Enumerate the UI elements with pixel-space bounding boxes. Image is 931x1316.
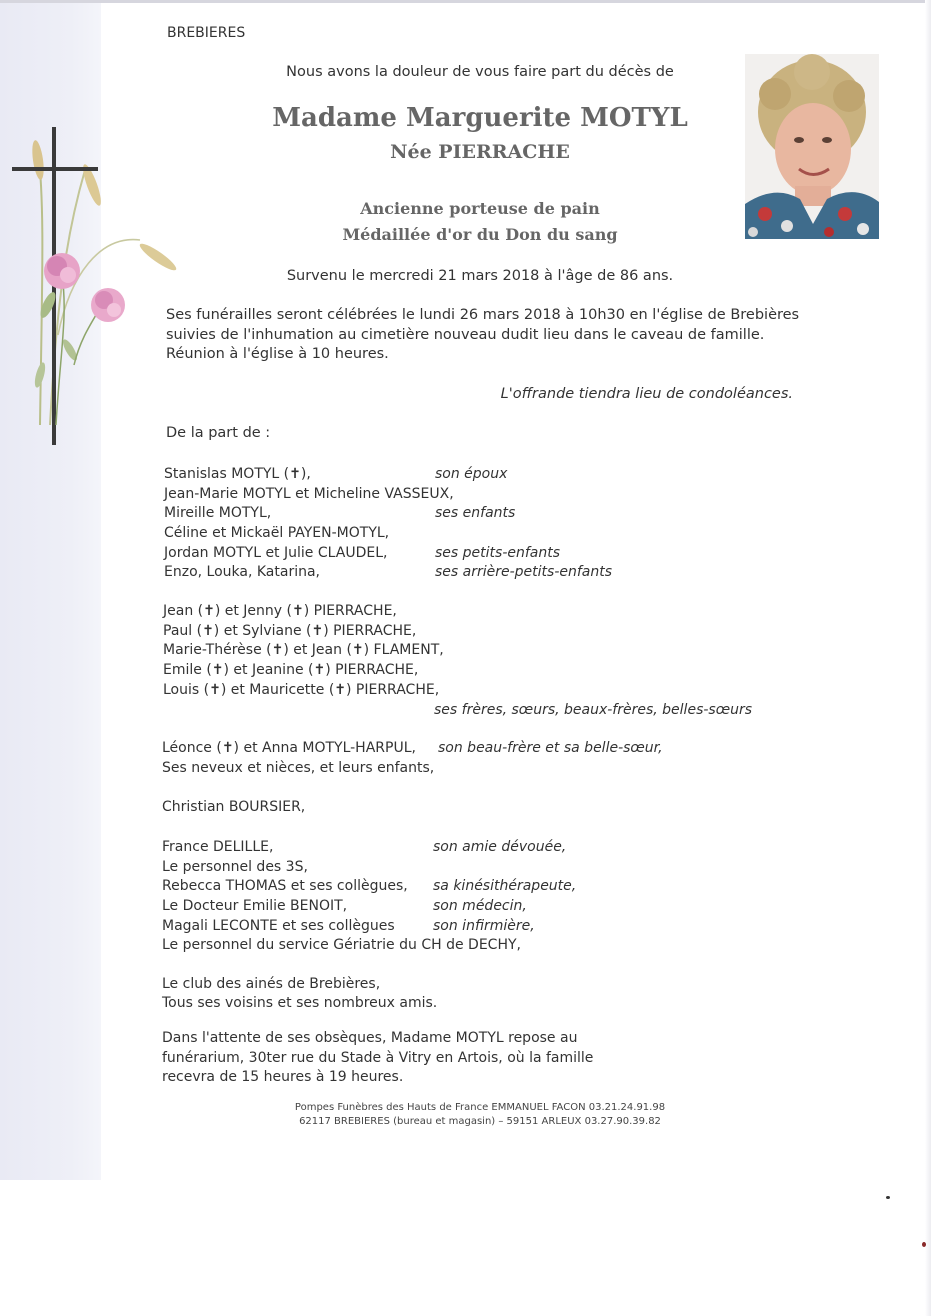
family-name: Enzo, Louka, Katarina, — [164, 564, 320, 580]
family-name: Jean-Marie MOTYL et Micheline VASSEUX, — [164, 486, 454, 502]
funeral-line-1: Ses funérailles seront célébrées le lundi 26 mars 2018 à 10h30 en l'église de Brebières — [166, 307, 800, 323]
family-relation: son époux — [435, 466, 508, 482]
siblings-relation: ses frères, sœurs, beaux-frères, belles-sœurs — [434, 702, 753, 718]
footer-line-1: Pompes Funèbres des Hauts de France EMMANUEL FACON 03.21.24.91.98 — [294, 1102, 666, 1113]
family-relation: ses enfants — [435, 505, 516, 521]
friend-line: Christian BOURSIER, — [162, 799, 306, 815]
deceased-name: Madame Marguerite MOTYL — [272, 103, 688, 133]
footer-line-2: 62117 BREBIERES (bureau et magasin) – 59151 ARLEUX 03.27.90.39.82 — [299, 1116, 661, 1127]
nephews-line: Ses neveux et nièces, et leurs enfants, — [162, 760, 435, 776]
intro-line: Nous avons la douleur de vous faire part du décès de — [286, 64, 674, 80]
care-name: Le personnel des 3S, — [162, 859, 308, 875]
sibling-line: Louis (✝) et Mauricette (✝) PIERRACHE, — [163, 682, 440, 698]
family-relation: ses petits-enfants — [435, 545, 561, 561]
maiden-name: Née PIERRACHE — [390, 141, 570, 163]
rest-line-2: funérarium, 30ter rue du Stade à Vitry en Artois, où la famille — [162, 1050, 594, 1066]
care-relation: son infirmière, — [433, 918, 535, 934]
title-line-1: Ancienne porteuse de pain — [360, 199, 600, 218]
family-relation: ses arrière-petits-enfants — [435, 564, 613, 580]
care-name: Le personnel du service Gériatrie du CH de DECHY, — [162, 937, 521, 953]
portrait-photo — [745, 54, 879, 239]
care-relation: sa kinésithérapeute, — [433, 878, 577, 894]
care-name: Le Docteur Emilie BENOIT, — [162, 898, 348, 914]
scan-speck — [886, 1196, 890, 1199]
rest-line-3: recevra de 15 heures à 19 heures. — [162, 1069, 404, 1085]
in-law-relation: son beau-frère et sa belle-sœur, — [438, 740, 663, 756]
family-name: Stanislas MOTYL (✝), — [164, 466, 311, 482]
funeral-line-2: suivies de l'inhumation au cimetière nouveau dudit lieu dans le caveau de famille. — [166, 327, 765, 343]
sibling-line: Jean (✝) et Jenny (✝) PIERRACHE, — [163, 603, 397, 619]
sibling-line: Marie-Thérèse (✝) et Jean (✝) FLAMENT, — [163, 642, 444, 658]
care-name: France DELILLE, — [162, 839, 274, 855]
rest-line-1: Dans l'attente de ses obsèques, Madame MOTYL repose au — [162, 1030, 578, 1046]
scan-right-edge — [925, 0, 931, 1316]
club-line-1: Le club des ainés de Brebières, — [162, 976, 381, 992]
care-relation: son médecin, — [433, 898, 527, 914]
from-label: De la part de : — [166, 425, 271, 441]
title-line-2: Médaillée d'or du Don du sang — [342, 225, 618, 244]
cross-flowers-wheat-icon — [10, 125, 180, 445]
sibling-line: Emile (✝) et Jeanine (✝) PIERRACHE, — [163, 662, 419, 678]
scan-speck — [922, 1242, 926, 1247]
offering-line: L'offrande tiendra lieu de condoléances. — [500, 386, 793, 402]
care-name: Rebecca THOMAS et ses collègues, — [162, 878, 408, 894]
town-header: BREBIERES — [167, 25, 246, 41]
in-law-name: Léonce (✝) et Anna MOTYL-HARPUL, — [162, 740, 416, 756]
funeral-line-3: Réunion à l'église à 10 heures. — [166, 346, 389, 362]
family-name: Céline et Mickaël PAYEN-MOTYL, — [164, 525, 390, 541]
club-line-2: Tous ses voisins et ses nombreux amis. — [162, 995, 438, 1011]
sibling-line: Paul (✝) et Sylviane (✝) PIERRACHE, — [163, 623, 417, 639]
family-name: Jordan MOTYL et Julie CLAUDEL, — [164, 545, 388, 561]
death-line: Survenu le mercredi 21 mars 2018 à l'âge de 86 ans. — [286, 268, 674, 284]
scan-top-edge — [0, 0, 931, 3]
care-relation: son amie dévouée, — [433, 839, 567, 855]
family-name: Mireille MOTYL, — [164, 505, 272, 521]
care-name: Magali LECONTE et ses collègues — [162, 918, 395, 934]
